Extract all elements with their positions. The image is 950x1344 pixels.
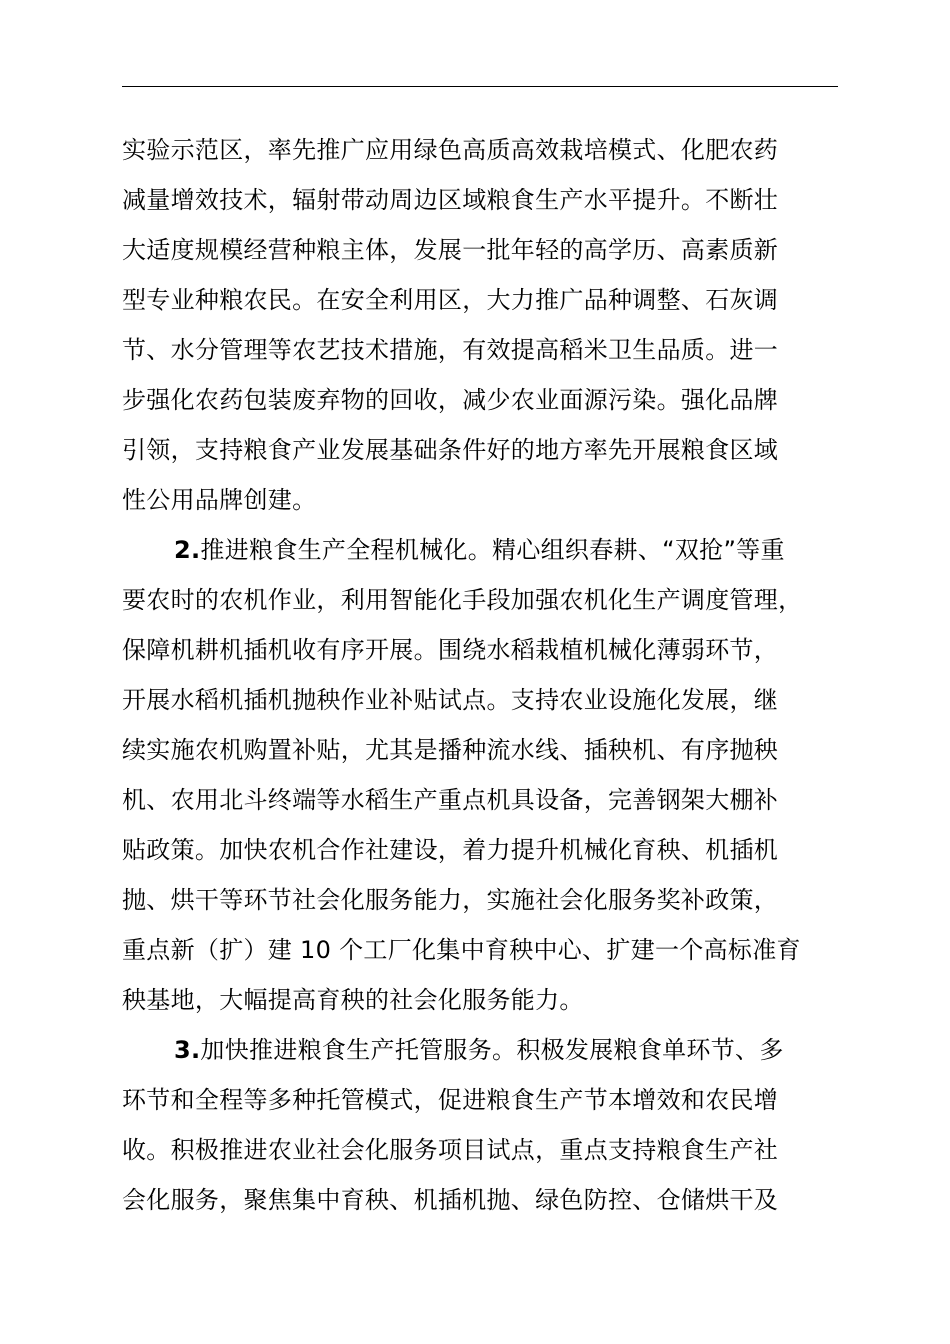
text-line: 重点新（扩）建 10 个工厂化集中育秧中心、扩建一个高标准育 [122, 936, 801, 964]
header-rule [122, 86, 838, 87]
text-line: 环节和全程等多种托管模式，促进粮食生产节本增效和农民增 [122, 1086, 779, 1114]
text-line: 步强化农药包装废弃物的回收，减少农业面源污染。强化品牌 [122, 386, 779, 414]
text-line: 保障机耕机插机收有序开展。围绕水稻栽植机械化薄弱环节， [122, 636, 779, 664]
text-line: 减量增效技术，辐射带动周边区域粮食生产水平提升。不断壮 [122, 186, 779, 214]
section-number: 3. [174, 1036, 201, 1064]
section-heading-text: 推进粮食生产全程机械化。精心组织春耕、“双抢”等重 [200, 536, 785, 564]
text-line: 性公用品牌创建。 [122, 486, 317, 514]
text-line: 贴政策。加快农机合作社建设，着力提升机械化育秧、机插机 [122, 836, 779, 864]
text-line: 大适度规模经营种粮主体，发展一批年轻的高学历、高素质新 [122, 236, 779, 264]
text-line: 收。积极推进农业社会化服务项目试点，重点支持粮食生产社 [122, 1136, 779, 1164]
text-line: 续实施农机购置补贴，尤其是播种流水线、插秧机、有序抛秧 [122, 736, 779, 764]
section-number: 2. [174, 536, 201, 564]
section-first-line [174, 1034, 784, 1066]
text-line: 型专业种粮农民。在安全利用区，大力推广品种调整、石灰调 [122, 286, 779, 314]
section-heading-text: 加快推进粮食生产托管服务。积极发展粮食单环节、多 [200, 1036, 784, 1064]
text-line: 会化服务，聚焦集中育秧、机插机抛、绿色防控、仓储烘干及 [122, 1186, 779, 1214]
text-line: 抛、烘干等环节社会化服务能力，实施社会化服务奖补政策， [122, 886, 779, 914]
text-line: 引领，支持粮食产业发展基础条件好的地方率先开展粮食区域 [122, 436, 779, 464]
text-line: 开展水稻机插机抛秧作业补贴试点。支持农业设施化发展，继 [122, 686, 779, 714]
text-line: 实验示范区，率先推广应用绿色高质高效栽培模式、化肥农药 [122, 136, 779, 164]
text-line: 要农时的农机作业，利用智能化手段加强农机化生产调度管理， [122, 586, 803, 614]
text-line: 秧基地，大幅提高育秧的社会化服务能力。 [122, 986, 584, 1014]
section-first-line [174, 534, 785, 566]
text-line: 节、水分管理等农艺技术措施，有效提高稻米卫生品质。进一 [122, 336, 779, 364]
text-line: 机、农用北斗终端等水稻生产重点机具设备，完善钢架大棚补 [122, 786, 779, 814]
